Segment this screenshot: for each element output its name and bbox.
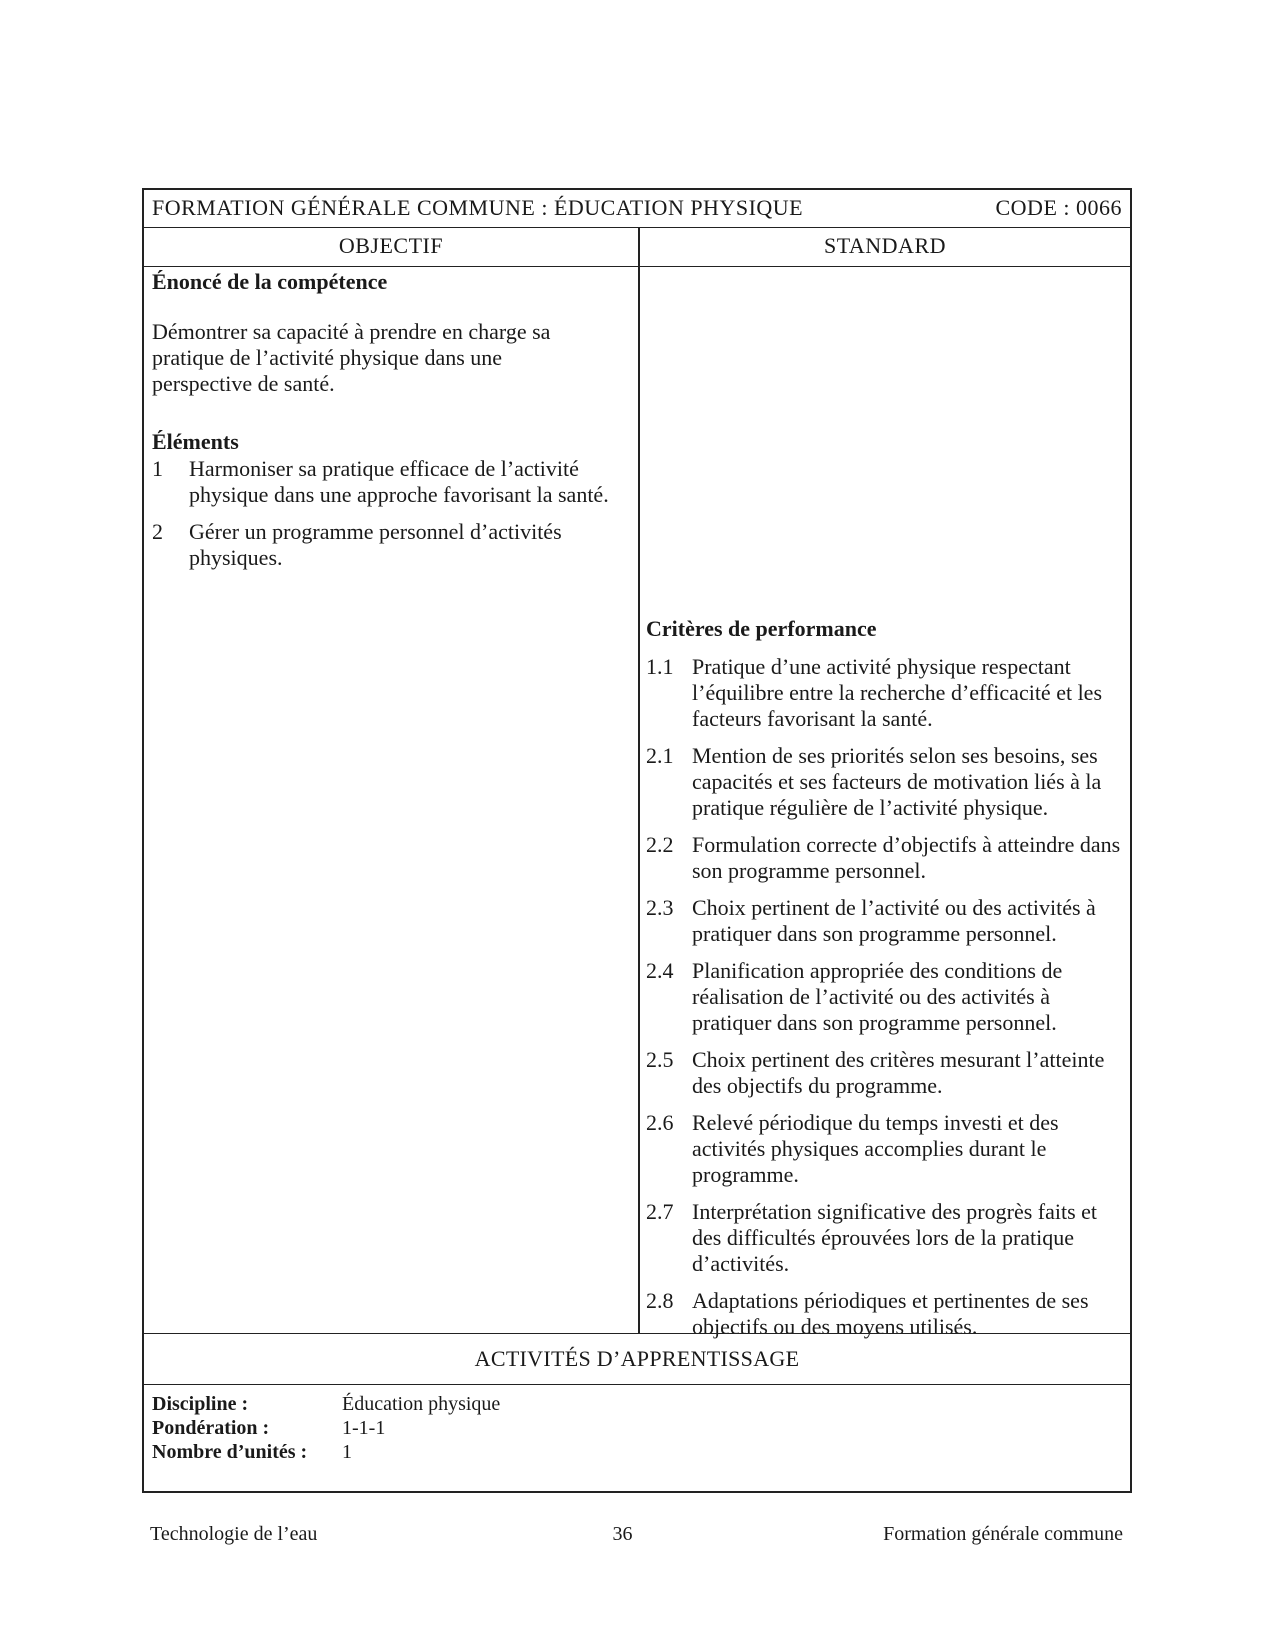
- discipline-line: [152, 1392, 500, 1416]
- enonce-heading: Énoncé de la compétence: [152, 269, 388, 294]
- critere-text: Mention de ses priorités selon ses besoins, ses capacités et ses facteurs de motivation liés à la pratique régulière de l’activité physique.: [692, 743, 1102, 820]
- critere-item: [646, 1047, 1128, 1099]
- activites-header-row: [144, 1333, 1130, 1385]
- standard-header: STANDARD: [823, 233, 947, 258]
- ponderation-value: 1-1-1: [342, 1417, 386, 1439]
- critere-number: 2.7: [646, 1199, 674, 1224]
- element-text: Gérer un programme personnel d’activités physiques.: [189, 519, 562, 570]
- page-number: 36: [612, 1523, 633, 1545]
- competency-table: [142, 188, 1132, 1493]
- discipline-label: Discipline :: [152, 1393, 249, 1415]
- footer-section: Formation générale commune: [883, 1523, 1123, 1545]
- critere-number: 2.8: [646, 1288, 674, 1313]
- elements-heading: Éléments: [152, 429, 239, 454]
- critere-text: Formulation correcte d’objectifs à atteindre dans son programme personnel.: [692, 832, 1121, 883]
- table-header-row: [144, 190, 1130, 228]
- critere-number: 2.4: [646, 958, 674, 983]
- critere-number: 2.2: [646, 832, 674, 857]
- critere-text: Interprétation significative des progrès faits et des difficultés éprouvées lors de la pratique d’activités.: [692, 1199, 1098, 1276]
- critere-text: Choix pertinent de l’activité ou des activités à pratiquer dans son programme personnel.: [692, 895, 1096, 946]
- ponderation-label: Pondération :: [152, 1417, 270, 1439]
- criteres-list: [646, 653, 1128, 1340]
- objectif-header: OBJECTIF: [338, 233, 444, 258]
- column-divider: [638, 227, 640, 1333]
- element-item: [152, 519, 630, 571]
- critere-item: [646, 895, 1128, 947]
- ponderation-line: [152, 1416, 500, 1440]
- column-header-row: [144, 227, 1130, 267]
- discipline-block: [152, 1392, 500, 1464]
- critere-number: 2.3: [646, 895, 674, 920]
- course-code: CODE : 0066: [995, 195, 1122, 220]
- critere-item: [646, 832, 1128, 884]
- criteres-heading: Critères de performance: [646, 616, 877, 641]
- unites-value: 1: [342, 1441, 352, 1463]
- critere-text: Choix pertinent des critères mesurant l’atteinte des objectifs du programme.: [692, 1047, 1105, 1098]
- critere-number: 2.5: [646, 1047, 674, 1072]
- critere-item: [646, 1199, 1128, 1277]
- enonce-text: Démontrer sa capacité à prendre en charge sa pratique de l’activité physique dans une perspective de santé.: [152, 319, 551, 396]
- objectif-column: [152, 266, 630, 571]
- critere-item: [646, 958, 1128, 1036]
- critere-text: Adaptations périodiques et pertinentes de ses objectifs ou des moyens utilisés.: [692, 1288, 1089, 1339]
- critere-number: 2.6: [646, 1110, 674, 1135]
- critere-text: Relevé périodique du temps investi et des activités physiques accomplies durant le programme.: [692, 1110, 1059, 1187]
- element-item: [152, 456, 630, 508]
- element-text: Harmoniser sa pratique efficace de l’activité physique dans une approche favorisant la santé.: [189, 456, 609, 507]
- critere-item: [646, 743, 1128, 821]
- critere-text: Pratique d’une activité physique respectant l’équilibre entre la recherche d’efficacité et les facteurs favorisant la santé.: [692, 654, 1103, 731]
- activites-heading: ACTIVITÉS D’APPRENTISSAGE: [474, 1346, 800, 1371]
- discipline-value: Éducation physique: [342, 1393, 501, 1415]
- unites-label: Nombre d’unités :: [152, 1441, 308, 1463]
- element-number: 2: [152, 519, 163, 544]
- document-title: FORMATION GÉNÉRALE COMMUNE : ÉDUCATION PHYSIQUE: [152, 195, 804, 220]
- element-number: 1: [152, 456, 163, 481]
- critere-item: [646, 654, 1128, 732]
- critere-text: Planification appropriée des conditions de réalisation de l’activité ou des activités à pratiquer dans son programme personnel.: [692, 958, 1063, 1035]
- footer-program: Technologie de l’eau: [150, 1523, 318, 1545]
- critere-number: 2.1: [646, 743, 674, 768]
- unites-line: [152, 1440, 500, 1464]
- critere-number: 1.1: [646, 654, 674, 679]
- critere-item: [646, 1110, 1128, 1188]
